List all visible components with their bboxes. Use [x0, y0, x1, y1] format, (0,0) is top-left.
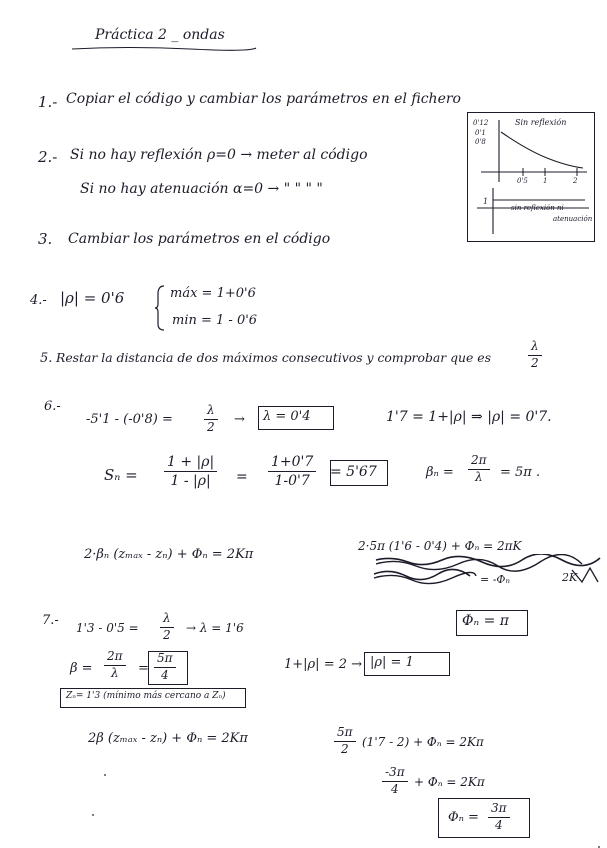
item-7-eq4-frac-num: -3π	[382, 766, 408, 782]
item-6-beta-frac-den: λ	[474, 469, 483, 484]
item-7-beta-fraction	[104, 650, 126, 681]
item-2-line-2: Si no hay atenuación α=0 → " " " "	[80, 181, 323, 197]
item-3-number: 3.	[38, 230, 53, 248]
item-6-s-frac2-num: 1+0'7	[268, 454, 316, 472]
speck	[104, 774, 106, 776]
item-7-final-label: Φₙ =	[448, 810, 479, 825]
item-6-eq5: = -Φₙ	[480, 573, 510, 586]
item-2-line-1: Si no hay reflexión ρ=0 → meter al código	[70, 147, 368, 163]
item-7-beta-frac-num: 2π	[104, 650, 126, 666]
item-7-eq1: 1'3 - 0'5 =	[76, 621, 139, 635]
graph-sketch	[467, 112, 595, 242]
graph-top-label: Sin reflexión	[515, 118, 567, 127]
item-7-beta-box-num: 5π	[154, 652, 176, 668]
item-7-rho-eq: 1+|ρ| = 2 →	[284, 657, 363, 672]
item-7-eq3-frac-den: 2	[340, 741, 349, 756]
item-7-eq4-rest: + Φₙ = 2Kπ	[414, 775, 485, 789]
item-7-eq1-rest: → λ = 1'6	[186, 621, 244, 635]
item-6-eq1-boxed: λ = 0'4	[263, 409, 311, 424]
item-6-boxed-result: Φₙ = π	[462, 613, 509, 629]
item-6-eq4: 2·5π (1'6 - 0'4) + Φₙ = 2πK	[358, 539, 522, 553]
item-7-rho-boxed: |ρ| = 1	[370, 655, 414, 670]
item-7-final-frac-num: 3π	[488, 802, 510, 818]
item-6-beta-label: βₙ =	[426, 465, 454, 480]
graph-top-x-tick-2: 1	[543, 177, 548, 185]
item-4-brace	[154, 284, 166, 332]
item-6-eq5-k: 2K	[562, 571, 578, 584]
graph-top-y-tick-3: 0'8	[475, 138, 486, 146]
graph-bottom-y-tick: 1	[483, 197, 489, 206]
graph-bottom-label-2: atenuación	[553, 215, 593, 223]
speck	[92, 814, 94, 816]
item-6-s-boxed: = 5'67	[330, 464, 377, 480]
item-7-eq4-frac-den: 4	[390, 781, 399, 796]
item-6-eq1-left: -5'1 - (-0'8) =	[86, 412, 173, 427]
item-6-s-frac1	[164, 454, 217, 489]
item-6-number: 6.-	[44, 399, 61, 414]
graph-top-y-tick-2: 0'1	[475, 129, 486, 137]
item-6-beta-rest: = 5π .	[500, 465, 541, 480]
item-6-eq1-frac-num: λ	[204, 404, 218, 420]
item-7-zn-note: Zₙ= 1'3 (mínimo más cercano a Zₙ)	[66, 691, 226, 701]
item-7-eq1-frac-den: 2	[163, 627, 171, 642]
item-4-equation: |ρ| = 0'6	[60, 289, 125, 307]
item-7-eq3-fraction	[334, 726, 356, 757]
item-7-eq1-frac-num: λ	[160, 612, 174, 628]
item-7-beta-box-den: 4	[160, 667, 169, 682]
item-7-eq3-frac-num: 5π	[334, 726, 356, 742]
item-5-text: Restar la distancia de dos máximos consecutivos y comprobar que es	[56, 350, 491, 365]
item-7-beta-box-fraction	[154, 652, 176, 683]
item-7-final-frac-den: 4	[494, 817, 503, 832]
item-7-final-fraction	[488, 802, 510, 833]
item-7-beta-label: β =	[70, 661, 93, 676]
item-2-number: 2.-	[38, 148, 58, 166]
item-7-beta-frac-den: λ	[110, 665, 119, 680]
item-4-max: máx = 1+0'6	[170, 286, 256, 301]
graph-top-x-tick-3: 2	[573, 177, 578, 185]
item-6-s-frac1-num: 1 + |ρ|	[164, 454, 217, 472]
item-7-beta-eq: =	[138, 661, 149, 676]
item-7-eq2: 2β (zₘₐₓ - zₙ) + Φₙ = 2Kπ	[88, 731, 248, 746]
item-4-number: 4.-	[30, 293, 47, 308]
item-7-eq3-rest: (1'7 - 2) + Φₙ = 2Kπ	[362, 735, 484, 749]
graph-bottom-label-1: sin reflexión ni	[511, 204, 564, 212]
item-7-number: 7.-	[42, 613, 59, 628]
item-6-s-frac2	[268, 454, 316, 489]
item-6-s-frac1-den: 1 - |ρ|	[170, 473, 211, 490]
item-3-text: Cambiar los parámetros en el código	[68, 231, 331, 247]
item-6-eq2: 1'7 = 1+|ρ| ⇒ |ρ| = 0'7.	[386, 409, 552, 425]
page-title: Práctica 2 _ ondas	[95, 27, 225, 43]
item-6-eq1-frac-den: 2	[207, 419, 215, 434]
item-6-eq3: 2·βₙ (zₘₐₓ - zₙ) + Φₙ = 2Kπ	[84, 547, 254, 562]
item-6-beta-frac-num: 2π	[468, 454, 490, 470]
item-6-s-equals: =	[236, 469, 248, 485]
item-6-eq1-arrow: →	[234, 412, 245, 427]
item-6-beta-fraction	[468, 454, 490, 485]
title-underline	[70, 44, 260, 52]
item-6-eq1-fraction	[204, 404, 218, 435]
item-6-s-frac2-den: 1-0'7	[274, 473, 310, 490]
item-4-min: min = 1 - 0'6	[172, 313, 258, 328]
item-5-frac-den: 2	[531, 355, 539, 370]
item-5-frac-num: λ	[528, 340, 542, 356]
item-7-eq1-fraction	[160, 612, 174, 643]
item-6-s-label: Sₙ =	[104, 466, 138, 484]
item-1-number: 1.-	[38, 93, 58, 111]
item-1-text: Copiar el código y cambiar los parámetros en el fichero	[66, 91, 461, 107]
item-5-fraction	[528, 340, 542, 371]
item-5-number: 5.	[40, 351, 53, 366]
graph-top-y-tick-1: 0'12	[473, 119, 489, 127]
item-7-eq4-fraction	[382, 766, 408, 797]
graph-top-x-tick-1: 0'5	[517, 177, 528, 185]
